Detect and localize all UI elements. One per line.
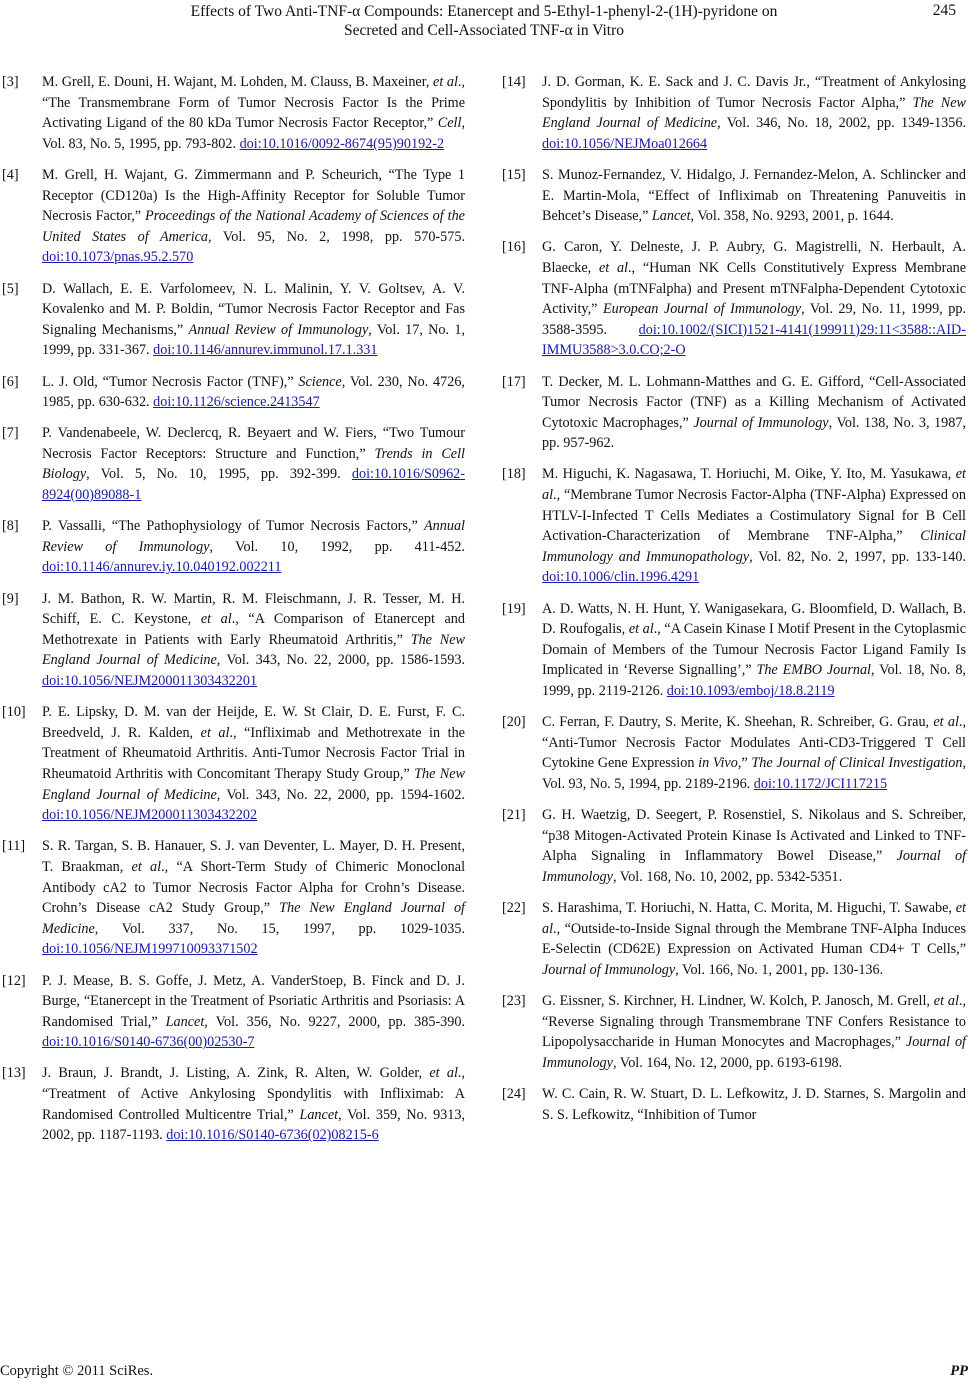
doi-link[interactable]: doi:10.1056/NEJMoa012664	[542, 135, 708, 152]
reference-text: ., “A Comparison of Etanercept and Methotrexate in Patients with Early Rheumatoid Arthritis,”	[42, 611, 465, 648]
reference-item	[0, 702, 465, 826]
reference-number: [7]	[2, 425, 19, 442]
running-title-line2: Secreted and Cell-Associated TNF-α in Vitro	[344, 22, 624, 39]
reference-italic-text: et al	[433, 74, 458, 90]
reference-text: S. Harashima, T. Horiuchi, N. Hatta, C. Morita, M. Higuchi, T. Sawabe,	[542, 900, 956, 917]
reference-item	[500, 991, 966, 1073]
reference-text: , Vol. 95, No. 2, 1998, pp. 570-575.	[208, 228, 465, 245]
reference-text: ., “A Casein Kinase I Motif Present in the Cytoplasmic Domain of Members of the Tumour Necrosis Factor Ligand Family Is Implicated in ‘Reverse Signalling’,”	[542, 621, 966, 679]
running-title-line1: Effects of Two Anti-TNF-α Compounds: Etanercept and 5-Ethyl-1-phenyl-2-(1H)-pyridone on	[190, 3, 778, 20]
doi-link[interactable]: doi:10.1093/emboj/18.8.2119	[666, 683, 835, 699]
doi-link[interactable]: doi:10.1172/JCI117215	[753, 775, 888, 792]
reference-italic-text: European Journal of Immunology	[602, 301, 802, 318]
reference-number: [23]	[502, 993, 526, 1010]
reference-number: [18]	[502, 466, 526, 483]
reference-italic-text: The New England Journal of Medicine	[42, 631, 465, 669]
reference-text: , Vol. 5, No. 10, 1995, pp. 392-399.	[86, 466, 352, 483]
references-left-column	[0, 72, 465, 1156]
reference-item	[0, 423, 465, 505]
reference-text: ,”	[737, 755, 752, 772]
reference-italic-text: Lancet	[165, 1013, 205, 1030]
reference-item	[500, 165, 966, 227]
reference-text: W. C. Cain, R. W. Stuart, D. L. Lefkowitz, J. D. Starnes, S. Margolin and S. S. Lefkowitz, “Inhibition of Tumor	[542, 1086, 966, 1123]
reference-number: [15]	[502, 166, 526, 183]
reference-text: ., “Infliximab and Methotrexate in the Treatment of Rheumatoid Arthritis. Anti-Tumor Necrosis Factor Trial in Rheumatoid Arthritis with Concomitant Therapy Study Group,”	[42, 724, 465, 782]
reference-number: [21]	[502, 807, 526, 824]
reference-text: , Vol. 83, No. 5, 1995, pp. 793-802.	[42, 115, 465, 152]
reference-text: ., “The Transmembrane Form of Tumor Necrosis Factor Is the Prime Activating Ligand of the 80 kDa Tumor Necrosis Factor Receptor,”	[42, 74, 465, 132]
reference-text: D. Wallach, E. E. Varfolomeev, N. L. Malinin, Y. V. Goltsev, A. V. Kovalenko and M. P. Boldin, “Tumor Necrosis Factor Receptor and Fas Signaling Mechanisms,”	[42, 280, 465, 338]
reference-text: J. M. Bathon, R. W. Martin, R. M. Fleischmann, J. R. Tesser, M. H. Schiff, E. C. Keystone,	[42, 590, 465, 628]
reference-item	[0, 1063, 465, 1145]
reference-text: L. J. Old, “Tumor Necrosis Factor (TNF),”	[42, 373, 299, 390]
reference-text: P. Vassalli, “The Pathophysiology of Tumor Necrosis Factors,”	[42, 518, 425, 535]
reference-italic-text: Annual Review of Immunology	[42, 518, 465, 555]
reference-text: , Vol. 358, No. 9293, 2001, p. 1644.	[690, 208, 894, 225]
reference-italic-text: The New England Journal of Medicine	[42, 900, 465, 937]
reference-italic-text: Journal of Immunology	[542, 1034, 966, 1071]
reference-number: [6]	[2, 373, 19, 390]
reference-text: , Vol. 346, No. 18, 2002, pp. 1349-1356.	[717, 115, 966, 132]
reference-item	[500, 464, 966, 588]
page-footer	[0, 1358, 968, 1386]
reference-text: M. Grell, H. Wajant, G. Zimmermann and P. Scheurich, “The Type 1 Receptor (CD120a) Is the High-Affinity Receptor for Soluble Tumor Necrosis Factor,”	[42, 166, 465, 225]
reference-text: , Vol. 166, No. 1, 2001, pp. 130-136.	[675, 961, 884, 978]
reference-text: A. D. Watts, N. H. Hunt, Y. Wanigasekara, G. Bloomfield, D. Wallach, B. D. Roufogalis,	[542, 600, 966, 638]
reference-text: J. D. Gorman, K. E. Sack and J. C. Davis Jr., “Treatment of Ankylosing Spondylitis by Inhibition of Tumor Necrosis Factor Alpha,”	[542, 74, 966, 111]
reference-number: [3]	[2, 74, 19, 90]
doi-link[interactable]: doi:10.1016/0092-8674(95)90192-2	[239, 135, 445, 152]
reference-text: , Vol. 82, No. 2, 1997, pp. 133-140.	[749, 548, 966, 565]
reference-text: P. E. Lipsky, D. M. van der Heijde, E. W. St Clair, D. E. Furst, F. C. Breedveld, J. R. Kalden,	[42, 704, 465, 741]
doi-link[interactable]: doi:10.1056/NEJM199710093371502	[42, 941, 258, 958]
reference-italic-text: in Vivo	[698, 755, 738, 772]
reference-italic-text: Lancet	[299, 1106, 339, 1123]
reference-italic-text: et al	[542, 900, 966, 937]
reference-item	[500, 72, 966, 154]
reference-italic-text: Proceedings of the National Academy of Sciences of the United States of America	[42, 208, 465, 245]
reference-number: [4]	[2, 166, 19, 183]
reference-italic-text: Cell	[437, 115, 462, 132]
reference-number: [5]	[2, 280, 19, 297]
reference-text: ., “Outside-to-Inside Signal through the Membrane TNF-Alpha Induces E-Selectin (CD62E) Expression on Activated Human CD4+ T Cells,”	[542, 920, 966, 958]
reference-number: [9]	[2, 590, 19, 607]
reference-item	[500, 599, 966, 702]
reference-number: [24]	[502, 1086, 526, 1103]
reference-italic-text: Journal of Immunology	[693, 414, 829, 431]
doi-link[interactable]: doi:10.1016/S0962-8924(00)89088-1	[42, 466, 465, 504]
reference-number: [8]	[2, 518, 19, 535]
reference-italic-text: The New England Journal of Medicine	[542, 94, 967, 132]
doi-link[interactable]: doi:10.1006/clin.1996.4291	[542, 569, 700, 586]
reference-item	[500, 805, 966, 887]
reference-item	[0, 836, 465, 960]
reference-text: S. Munoz-Fernandez, V. Hidalgo, J. Fernandez-Melon, A. Schlincker and E. Martin-Mola, “Effect of Infliximab on Threatening Panuveitis in Behcet’s Disease,”	[542, 166, 966, 225]
reference-italic-text: et al	[598, 259, 628, 276]
reference-italic-text: Journal of Immunology	[542, 848, 967, 885]
reference-text: , Vol. 337, No. 15, 1997, pp. 1029-1035.	[94, 920, 465, 937]
reference-text: ., “Reverse Signaling through Transmembrane TNF Confers Resistance to Lipopolysaccharide in Human Monocytes and Macrophages,”	[542, 993, 966, 1051]
reference-item	[500, 237, 966, 361]
reference-item	[0, 165, 465, 268]
reference-italic-text: Science	[298, 373, 342, 390]
page-number: 245	[932, 2, 956, 19]
reference-number: [12]	[2, 972, 26, 989]
reference-text: , Vol. 29, No. 11, 1999, pp. 3588-3595.	[542, 301, 966, 338]
reference-text: S. R. Targan, S. B. Hanauer, S. J. van Deventer, L. Mayer, D. H. Present, T. Braakman,	[42, 838, 465, 875]
doi-link[interactable]: doi:10.1002/(SICI)1521-4141(199911)29:11<3588::AID-IMMU3588>3.0.CO;2-O	[542, 321, 966, 359]
reference-item	[500, 1084, 966, 1125]
reference-text: , Vol. 18, No. 8, 1999, pp. 2119-2126.	[542, 662, 966, 699]
reference-text: , Vol. 93, No. 5, 1994, pp. 2189-2196.	[542, 755, 966, 792]
running-header	[0, 2, 968, 42]
reference-italic-text: Annual Review of Immunology	[188, 321, 369, 338]
doi-link[interactable]: doi:10.1073/pnas.95.2.570	[42, 249, 194, 266]
doi-link[interactable]: doi:10.1056/NEJM200011303432202	[42, 807, 258, 824]
doi-link[interactable]: doi:10.1146/annurev.iy.10.040192.002211	[42, 559, 282, 576]
reference-text: G. Caron, Y. Delneste, J. P. Aubry, G. Magistrelli, N. Herbault, A. Blaecke,	[542, 239, 966, 276]
reference-text: , Vol. 10, 1992, pp. 411-452.	[209, 538, 465, 555]
doi-link[interactable]: doi:10.1016/S0140-6736(00)02530-7	[42, 1034, 255, 1051]
references-right-column	[500, 72, 966, 1136]
reference-item	[500, 898, 966, 980]
reference-text: ., “Treatment of Active Ankylosing Spondylitis with Infliximab: A Randomised Controlled Multicentre Trial,”	[42, 1065, 465, 1123]
reference-text: ., “A Short-Term Study of Chimeric Monoclonal Antibody cA2 to Tumor Necrosis Factor Alpha for Crohn’s Disease. Crohn’s Disease cA2 Study Group,”	[42, 858, 466, 917]
reference-italic-text: The New England Journal of Medicine	[42, 765, 465, 803]
reference-number: [10]	[2, 704, 26, 721]
reference-number: [14]	[502, 74, 526, 90]
reference-text: M. Grell, E. Douni, H. Wajant, M. Lohden, M. Clauss, B. Maxeiner,	[42, 74, 434, 90]
doi-link[interactable]: doi:10.1126/science.2413547	[153, 394, 320, 411]
reference-number: [17]	[502, 373, 526, 390]
reference-text: ., “Membrane Tumor Necrosis Factor-Alpha (TNF-Alpha) Expressed on HTLV-I-Infected T Cells Mediates a Costimulatory Signal for B Cell Activation-Characterization of Membrane TNF-Alpha,”	[542, 487, 966, 545]
reference-text: J. Braun, J. Brandt, J. Listing, A. Zink, R. Alten, W. Golder,	[42, 1065, 430, 1082]
reference-text: , Vol. 17, No. 1, 1999, pp. 331-367.	[42, 321, 465, 359]
reference-text: C. Ferran, F. Dautry, S. Merite, K. Sheehan, R. Schreiber, G. Grau,	[542, 714, 934, 731]
reference-text: ., “Human NK Cells Constitutively Express Membrane TNF-Alpha (mTNFalpha) and Present mTNFalpha-Dependent Cytotoxic Activity,”	[542, 259, 967, 318]
doi-link[interactable]: doi:10.1146/annurev.immunol.17.1.331	[153, 342, 378, 359]
reference-item	[0, 589, 465, 692]
reference-italic-text: Journal of Immunology	[542, 961, 676, 978]
reference-italic-text: et al	[933, 714, 959, 731]
reference-number: [13]	[2, 1065, 26, 1082]
reference-item	[500, 712, 966, 794]
reference-italic-text: et al	[200, 611, 232, 628]
reference-italic-text: Trends in Cell Biology	[42, 445, 465, 483]
reference-italic-text: Lancet	[651, 208, 691, 225]
reference-text: , Vol. 168, No. 10, 2002, pp. 5342-5351.	[612, 868, 843, 885]
reference-text: , Vol. 138, No. 3, 1987, pp. 957-962.	[542, 414, 966, 452]
reference-text: G. H. Waetzig, D. Seegert, P. Rosenstiel, S. Nikolaus and S. Schreiber, “p38 Mitogen-Activated Protein Kinase Is Activated and Linked to TNF-Alpha Signaling in Inflammatory Bowel Disease,”	[542, 807, 966, 865]
reference-italic-text: Clinical Immunology and Immunopathology	[542, 528, 966, 565]
running-title	[60, 2, 908, 40]
reference-text: , Vol. 230, No. 4726, 1985, pp. 630-632.	[42, 373, 465, 411]
reference-number: [20]	[502, 714, 526, 731]
reference-number: [19]	[502, 600, 526, 617]
reference-text: P. Vandenabeele, W. Declercq, R. Beyaert and W. Fiers, “Two Tumour Necrosis Factor Receptors: Structure and Function,”	[42, 425, 465, 462]
reference-text: , Vol. 356, No. 9227, 2000, pp. 385-390.	[204, 1013, 465, 1030]
reference-italic-text: et al	[131, 858, 162, 875]
reference-text: M. Higuchi, K. Nagasawa, T. Horiuchi, M. Oike, Y. Ito, M. Yasukawa,	[542, 466, 956, 483]
journal-abbrev: PP	[950, 1363, 968, 1379]
reference-item	[0, 72, 465, 154]
reference-number: [22]	[502, 900, 526, 917]
reference-italic-text: et al	[200, 724, 230, 741]
reference-item	[0, 971, 465, 1053]
reference-text: , Vol. 343, No. 22, 2000, pp. 1586-1593.	[216, 652, 465, 669]
reference-text: P. J. Mease, B. S. Goffe, J. Metz, A. VanderStoep, B. Finck and D. J. Burge, “Etanercept in the Treatment of Psoriatic Arthritis and Psoriasis: A Randomised Trial,”	[42, 972, 465, 1030]
reference-text: , Vol. 164, No. 12, 2000, pp. 6193-6198.	[612, 1054, 843, 1071]
reference-italic-text: et al	[542, 466, 966, 504]
reference-item	[0, 516, 465, 578]
doi-link[interactable]: doi:10.1016/S0140-6736(02)08215-6	[166, 1127, 379, 1144]
reference-italic-text: The Journal of Clinical Investigation	[751, 755, 963, 772]
reference-italic-text: et al	[429, 1065, 458, 1082]
reference-italic-text: et al	[933, 993, 959, 1010]
reference-text: ., “Anti-Tumor Necrosis Factor Modulates Anti-CD3-Triggered T Cell Cytokine Gene Expression	[542, 714, 966, 772]
reference-italic-text: The EMBO Journal	[756, 662, 871, 679]
reference-number: [16]	[502, 239, 526, 256]
reference-number: [11]	[2, 838, 26, 855]
reference-text: T. Decker, M. L. Lohmann-Matthes and G. E. Gifford, “Cell-Associated Tumor Necrosis Factor (TNF) as a Killing Mechanism of Activated Cytotoxic Macrophages,”	[542, 373, 966, 431]
reference-text: G. Eissner, S. Kirchner, H. Lindner, W. Kolch, P. Janosch, M. Grell,	[542, 993, 934, 1010]
doi-link[interactable]: doi:10.1056/NEJM200011303432201	[42, 673, 258, 689]
reference-item	[0, 279, 465, 361]
copyright-notice: Copyright © 2011 SciRes.	[0, 1363, 154, 1379]
reference-text: , Vol. 359, No. 9313, 2002, pp. 1187-1193.	[42, 1106, 465, 1144]
reference-item	[500, 372, 966, 454]
reference-item	[0, 372, 465, 413]
reference-text: , Vol. 343, No. 22, 2000, pp. 1594-1602.	[216, 786, 465, 803]
reference-italic-text: et al	[628, 621, 654, 638]
